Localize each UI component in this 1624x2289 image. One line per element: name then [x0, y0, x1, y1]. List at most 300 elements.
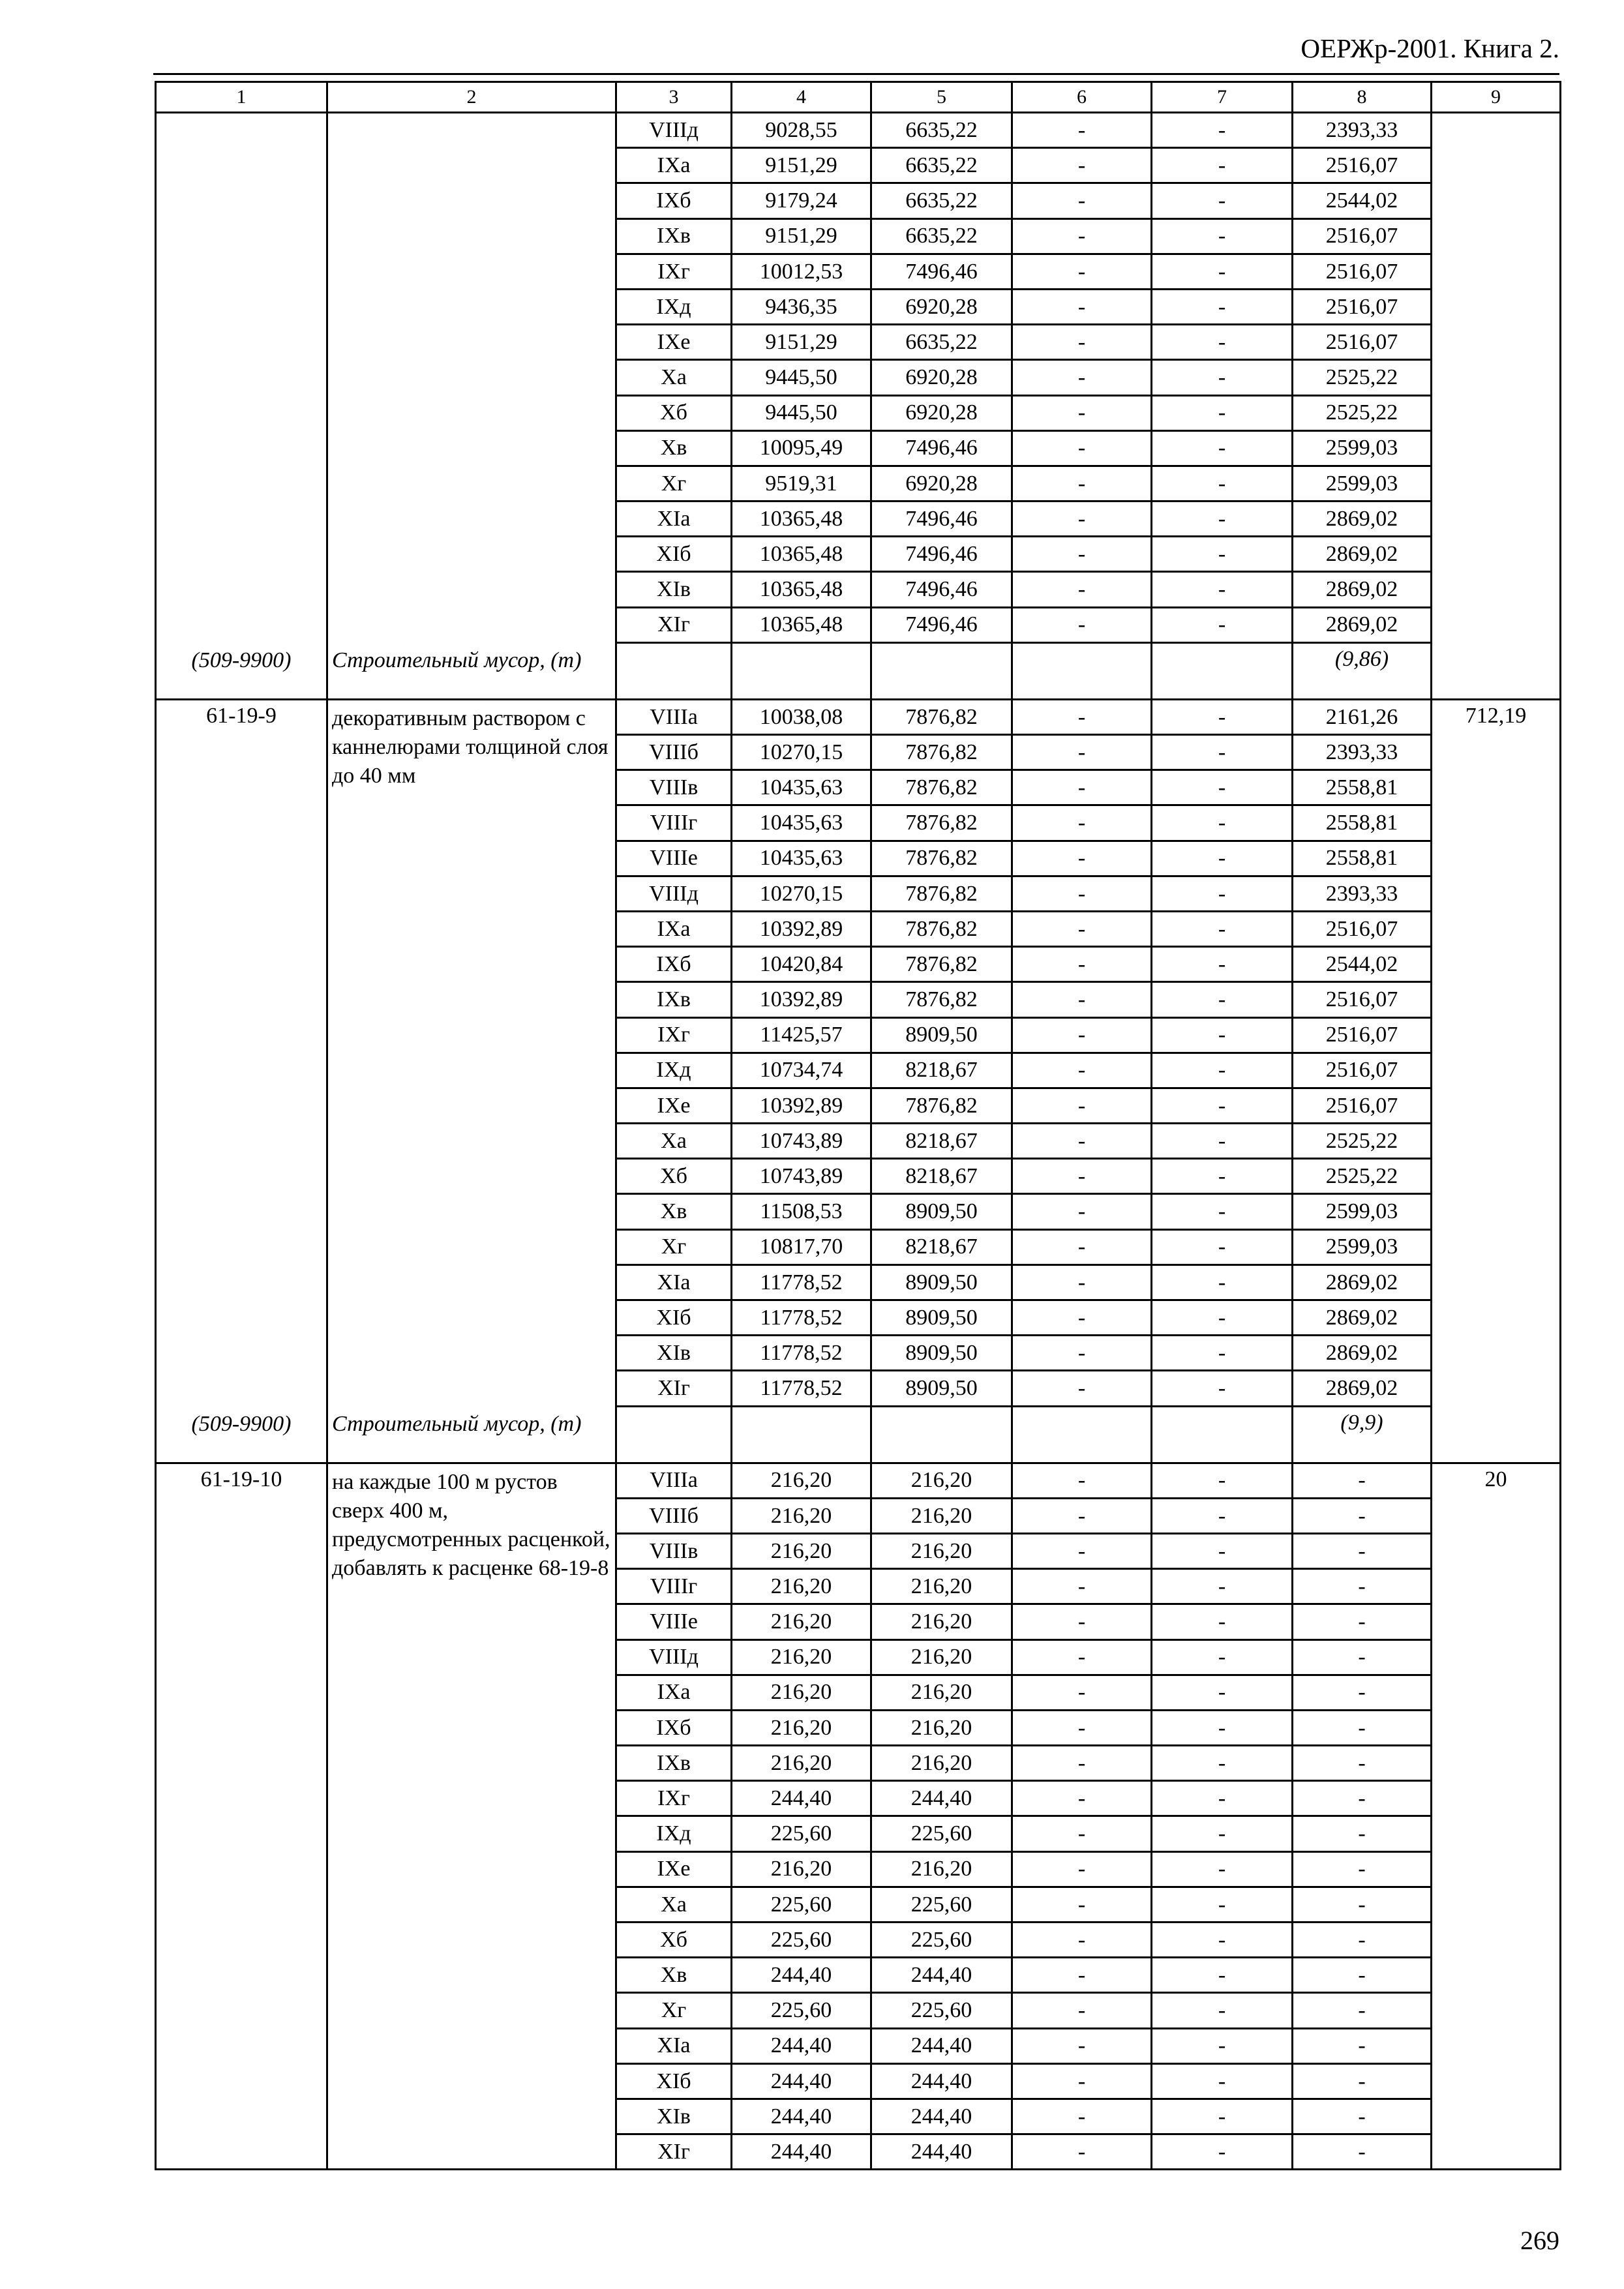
wages-cell: 8218,67	[871, 1159, 1012, 1194]
total-cost-cell: 10435,63	[732, 805, 871, 841]
machinist-wages-cell: -	[1152, 148, 1293, 183]
materials-cell: -	[1293, 1816, 1432, 1851]
norm-code-cell	[156, 699, 327, 1463]
wages-cell: 216,20	[871, 1569, 1012, 1604]
materials-cell: -	[1293, 1710, 1432, 1745]
wages-cell: 8909,50	[871, 1194, 1012, 1229]
machinist-wages-cell: -	[1152, 1993, 1293, 2028]
machinist-wages-cell: -	[1152, 395, 1293, 430]
total-cost-cell: 10734,74	[732, 1053, 871, 1088]
machines-cell: -	[1012, 1017, 1152, 1053]
column-number: 4	[732, 82, 871, 113]
norm-description-cell	[327, 699, 616, 1463]
machines-cell: -	[1012, 360, 1152, 395]
column-number: 8	[1293, 82, 1432, 113]
total-cost-cell: 216,20	[732, 1569, 871, 1604]
norm-description-cell	[327, 113, 616, 700]
machinist-wages-cell: -	[1152, 1088, 1293, 1123]
zone-cell: IXа	[616, 911, 732, 946]
machinist-wages-cell: -	[1152, 1498, 1293, 1533]
materials-cell: -	[1293, 1887, 1432, 1922]
machines-cell: -	[1012, 254, 1152, 289]
total-cost-cell: 10365,48	[732, 537, 871, 572]
machines-cell: -	[1012, 1371, 1152, 1406]
machines-cell: -	[1012, 1463, 1152, 1498]
wages-cell: 244,40	[871, 1781, 1012, 1816]
machines-cell: -	[1012, 1229, 1152, 1264]
wages-cell: 7496,46	[871, 607, 1012, 642]
machines-cell: -	[1012, 183, 1152, 218]
wages-cell: 8909,50	[871, 1371, 1012, 1406]
materials-cell: -	[1293, 2063, 1432, 2099]
wages-cell: 216,20	[871, 1498, 1012, 1533]
machines-cell: -	[1012, 501, 1152, 537]
machines-cell: -	[1012, 1887, 1152, 1922]
machinist-wages-cell: -	[1152, 1336, 1293, 1371]
zone-cell: XIа	[616, 1264, 732, 1300]
machines-cell: -	[1012, 1781, 1152, 1816]
column-number-row	[156, 82, 1561, 113]
table-row	[156, 1463, 1561, 1498]
zone-cell: XIб	[616, 1300, 732, 1336]
materials-cell: 2516,07	[1293, 1088, 1432, 1123]
column-number: 5	[871, 82, 1012, 113]
wages-cell: 7496,46	[871, 537, 1012, 572]
total-cost-cell: 10817,70	[732, 1229, 871, 1264]
machines-cell: -	[1012, 982, 1152, 1017]
zone-cell: IXд	[616, 289, 732, 324]
materials-cell: 2558,81	[1293, 805, 1432, 841]
zone-cell: XIг	[616, 607, 732, 642]
machinist-wages-cell: -	[1152, 982, 1293, 1017]
wages-cell: 7496,46	[871, 254, 1012, 289]
machines-cell: -	[1012, 148, 1152, 183]
total-cost-cell: 9445,50	[732, 360, 871, 395]
zone-cell: IXг	[616, 1781, 732, 1816]
wages-cell: 7496,46	[871, 572, 1012, 607]
wages-cell: 225,60	[871, 1887, 1012, 1922]
materials-cell: -	[1293, 1746, 1432, 1781]
zone-cell: Xг	[616, 1229, 732, 1264]
total-cost-cell: 225,60	[732, 1993, 871, 2028]
materials-cell: 2544,02	[1293, 183, 1432, 218]
machinist-wages-cell: -	[1152, 325, 1293, 360]
wages-cell: 7876,82	[871, 770, 1012, 805]
norm-code: 61-19-9	[206, 703, 277, 728]
wages-cell: 216,20	[871, 1639, 1012, 1675]
zone-cell: IXа	[616, 1675, 732, 1710]
machines-cell: -	[1012, 1816, 1152, 1851]
materials-cell: 2869,02	[1293, 537, 1432, 572]
wages-cell: 7876,82	[871, 805, 1012, 841]
machines-cell: -	[1012, 607, 1152, 642]
wages-cell: 6635,22	[871, 325, 1012, 360]
zone-cell: Xв	[616, 430, 732, 466]
machines-cell	[1012, 642, 1152, 699]
zone-cell: VIIIе	[616, 1604, 732, 1639]
total-cost-cell: 225,60	[732, 1816, 871, 1851]
materials-cell: -	[1293, 1639, 1432, 1675]
column-number: 9	[1432, 82, 1561, 113]
zone-cell: Xб	[616, 1922, 732, 1958]
labor-cost-cell: 712,19	[1432, 699, 1561, 1463]
machines-cell: -	[1012, 841, 1152, 876]
wages-cell: 225,60	[871, 1993, 1012, 2028]
machines-cell: -	[1012, 572, 1152, 607]
wages-cell: 8218,67	[871, 1124, 1012, 1159]
materials-cell: -	[1293, 1533, 1432, 1568]
zone-cell: IXв	[616, 982, 732, 1017]
total-cost-cell: 9028,55	[732, 113, 871, 148]
machinist-wages-cell: -	[1152, 1816, 1293, 1851]
zone-cell: IXд	[616, 1053, 732, 1088]
wages-cell: 6920,28	[871, 466, 1012, 501]
machinist-wages-cell: -	[1152, 1300, 1293, 1336]
machinist-wages-cell: -	[1152, 1017, 1293, 1053]
materials-cell: 2516,07	[1293, 1053, 1432, 1088]
machinist-wages-cell	[1152, 1406, 1293, 1463]
wages-cell: 216,20	[871, 1675, 1012, 1710]
machines-cell: -	[1012, 1124, 1152, 1159]
norms-table	[155, 81, 1561, 2170]
total-cost-cell: 216,20	[732, 1675, 871, 1710]
zone-cell: IXб	[616, 183, 732, 218]
wages-cell: 7876,82	[871, 911, 1012, 946]
total-cost-cell: 10420,84	[732, 947, 871, 982]
zone-cell: XIг	[616, 1371, 732, 1406]
zone-cell: VIIIв	[616, 1533, 732, 1568]
machinist-wages-cell: -	[1152, 1781, 1293, 1816]
machinist-wages-cell: -	[1152, 254, 1293, 289]
zone-cell: VIIIа	[616, 699, 732, 734]
zone-cell: VIIIа	[616, 1463, 732, 1498]
norm-description: на каждые 100 м рустов сверх 400 м, предусмотренных расценкой, добавлять к расценке 68-19-8	[332, 1469, 610, 1581]
machines-cell: -	[1012, 430, 1152, 466]
zone-cell: VIIIг	[616, 805, 732, 841]
column-number: 3	[616, 82, 732, 113]
machines-cell: -	[1012, 395, 1152, 430]
norm-description: декоративным раствором с каннелюрами толщиной слоя до 40 мм	[332, 706, 609, 788]
total-cost-cell: 9179,24	[732, 183, 871, 218]
machinist-wages-cell: -	[1152, 466, 1293, 501]
wages-cell: 8909,50	[871, 1336, 1012, 1371]
machinist-wages-cell: -	[1152, 2099, 1293, 2134]
zone-cell: Xг	[616, 1993, 732, 2028]
machinist-wages-cell: -	[1152, 2063, 1293, 2099]
materials-cell: 2525,22	[1293, 360, 1432, 395]
machinist-wages-cell: -	[1152, 1887, 1293, 1922]
total-cost-cell: 10435,63	[732, 841, 871, 876]
waste-name: Строительный мусор, (т)	[332, 648, 582, 672]
total-cost-cell: 216,20	[732, 1851, 871, 1887]
zone-cell	[616, 1406, 732, 1463]
wages-cell: 244,40	[871, 2063, 1012, 2099]
machinist-wages-cell: -	[1152, 2134, 1293, 2170]
materials-cell: 2516,07	[1293, 254, 1432, 289]
materials-cell: -	[1293, 1993, 1432, 2028]
zone-cell: VIIIд	[616, 1639, 732, 1675]
waste-quantity: (9,86)	[1293, 642, 1432, 699]
page-number: 269	[1520, 2226, 1559, 2255]
materials-cell: 2393,33	[1293, 735, 1432, 770]
zone-cell: VIIIб	[616, 1498, 732, 1533]
materials-cell: -	[1293, 1498, 1432, 1533]
total-cost-cell	[732, 642, 871, 699]
wages-cell	[871, 1406, 1012, 1463]
materials-cell: 2869,02	[1293, 1371, 1432, 1406]
zone-cell: VIIIе	[616, 841, 732, 876]
materials-cell: 2516,07	[1293, 1017, 1432, 1053]
total-cost-cell: 11778,52	[732, 1300, 871, 1336]
wages-cell: 216,20	[871, 1710, 1012, 1745]
wages-cell: 7496,46	[871, 430, 1012, 466]
zone-cell: VIIIв	[616, 770, 732, 805]
total-cost-cell: 244,40	[732, 2063, 871, 2099]
machines-cell: -	[1012, 1300, 1152, 1336]
machinist-wages-cell: -	[1152, 1958, 1293, 1993]
machines-cell: -	[1012, 1958, 1152, 1993]
materials-cell: 2525,22	[1293, 395, 1432, 430]
machinist-wages-cell: -	[1152, 947, 1293, 982]
machinist-wages-cell: -	[1152, 1639, 1293, 1675]
machinist-wages-cell: -	[1152, 2028, 1293, 2063]
materials-cell: 2516,07	[1293, 982, 1432, 1017]
machinist-wages-cell: -	[1152, 360, 1293, 395]
materials-cell: -	[1293, 1675, 1432, 1710]
materials-cell: 2161,26	[1293, 699, 1432, 734]
machinist-wages-cell: -	[1152, 805, 1293, 841]
zone-cell: IXе	[616, 1851, 732, 1887]
total-cost-cell: 11778,52	[732, 1336, 871, 1371]
zone-cell: Xа	[616, 360, 732, 395]
total-cost-cell: 9436,35	[732, 289, 871, 324]
machines-cell: -	[1012, 770, 1152, 805]
waste-code: (509-9900)	[191, 1411, 292, 1436]
machinist-wages-cell: -	[1152, 1922, 1293, 1958]
total-cost-cell: 244,40	[732, 2028, 871, 2063]
machinist-wages-cell: -	[1152, 1124, 1293, 1159]
machinist-wages-cell: -	[1152, 1053, 1293, 1088]
total-cost-cell: 216,20	[732, 1639, 871, 1675]
wages-cell: 216,20	[871, 1533, 1012, 1568]
wages-cell: 216,20	[871, 1463, 1012, 1498]
machines-cell: -	[1012, 735, 1152, 770]
zone-cell: IXг	[616, 1017, 732, 1053]
materials-cell: -	[1293, 1851, 1432, 1887]
total-cost-cell: 10392,89	[732, 1088, 871, 1123]
wages-cell: 7876,82	[871, 699, 1012, 734]
machinist-wages-cell: -	[1152, 1604, 1293, 1639]
machines-cell: -	[1012, 699, 1152, 734]
machines-cell: -	[1012, 1533, 1152, 1568]
labor-cost-cell	[1432, 113, 1561, 700]
zone-cell: IXе	[616, 1088, 732, 1123]
machines-cell: -	[1012, 876, 1152, 911]
norm-description-cell	[327, 1463, 616, 2170]
norm-code: 61-19-10	[200, 1467, 282, 1491]
materials-cell: -	[1293, 2134, 1432, 2170]
wages-cell: 6920,28	[871, 395, 1012, 430]
column-number: 7	[1152, 82, 1293, 113]
zone-cell: VIIIд	[616, 113, 732, 148]
total-cost-cell: 10365,48	[732, 572, 871, 607]
total-cost-cell: 9151,29	[732, 325, 871, 360]
materials-cell: -	[1293, 1781, 1432, 1816]
zone-cell: Xг	[616, 466, 732, 501]
column-number: 2	[327, 82, 616, 113]
materials-cell: 2599,03	[1293, 1194, 1432, 1229]
machines-cell: -	[1012, 1746, 1152, 1781]
machines-cell: -	[1012, 1993, 1152, 2028]
materials-cell: 2869,02	[1293, 1336, 1432, 1371]
total-cost-cell: 225,60	[732, 1922, 871, 1958]
wages-cell: 7876,82	[871, 947, 1012, 982]
machines-cell: -	[1012, 2134, 1152, 2170]
wages-cell: 244,40	[871, 1958, 1012, 1993]
machinist-wages-cell: -	[1152, 1746, 1293, 1781]
column-number: 1	[156, 82, 327, 113]
total-cost-cell: 10392,89	[732, 982, 871, 1017]
materials-cell: 2558,81	[1293, 841, 1432, 876]
machinist-wages-cell: -	[1152, 770, 1293, 805]
zone-cell: XIб	[616, 537, 732, 572]
wages-cell: 216,20	[871, 1604, 1012, 1639]
wages-cell: 244,40	[871, 2099, 1012, 2134]
machines-cell: -	[1012, 289, 1152, 324]
machinist-wages-cell: -	[1152, 113, 1293, 148]
machinist-wages-cell: -	[1152, 1371, 1293, 1406]
total-cost-cell: 244,40	[732, 1781, 871, 1816]
machines-cell: -	[1012, 1922, 1152, 1958]
machines-cell: -	[1012, 1710, 1152, 1745]
total-cost-cell: 11508,53	[732, 1194, 871, 1229]
zone-cell: XIб	[616, 2063, 732, 2099]
zone-cell: Xа	[616, 1887, 732, 1922]
machinist-wages-cell: -	[1152, 1710, 1293, 1745]
total-cost-cell: 10365,48	[732, 501, 871, 537]
materials-cell: 2599,03	[1293, 1229, 1432, 1264]
materials-cell: 2869,02	[1293, 501, 1432, 537]
machinist-wages-cell: -	[1152, 1229, 1293, 1264]
machines-cell: -	[1012, 218, 1152, 254]
wages-cell: 6635,22	[871, 113, 1012, 148]
total-cost-cell: 9151,29	[732, 218, 871, 254]
machines-cell: -	[1012, 1604, 1152, 1639]
total-cost-cell: 10365,48	[732, 607, 871, 642]
total-cost-cell: 10012,53	[732, 254, 871, 289]
wages-cell: 8218,67	[871, 1053, 1012, 1088]
materials-cell: -	[1293, 1922, 1432, 1958]
machines-cell: -	[1012, 1336, 1152, 1371]
machines-cell: -	[1012, 2099, 1152, 2134]
total-cost-cell: 10392,89	[732, 911, 871, 946]
materials-cell: 2544,02	[1293, 947, 1432, 982]
wages-cell: 7876,82	[871, 876, 1012, 911]
wages-cell: 244,40	[871, 2134, 1012, 2170]
machinist-wages-cell: -	[1152, 1159, 1293, 1194]
waste-quantity: (9,9)	[1293, 1406, 1432, 1463]
machines-cell: -	[1012, 1498, 1152, 1533]
total-cost-cell: 216,20	[732, 1746, 871, 1781]
machinist-wages-cell: -	[1152, 1264, 1293, 1300]
table-row	[156, 113, 1561, 148]
total-cost-cell: 244,40	[732, 2099, 871, 2134]
materials-cell: -	[1293, 1604, 1432, 1639]
materials-cell: 2869,02	[1293, 572, 1432, 607]
total-cost-cell: 216,20	[732, 1463, 871, 1498]
zone-cell: Xб	[616, 1159, 732, 1194]
total-cost-cell: 9445,50	[732, 395, 871, 430]
machines-cell: -	[1012, 1851, 1152, 1887]
wages-cell: 7876,82	[871, 1088, 1012, 1123]
materials-cell: 2516,07	[1293, 325, 1432, 360]
total-cost-cell: 216,20	[732, 1533, 871, 1568]
machinist-wages-cell: -	[1152, 537, 1293, 572]
wages-cell	[871, 642, 1012, 699]
machines-cell: -	[1012, 537, 1152, 572]
machinist-wages-cell: -	[1152, 1533, 1293, 1568]
wages-cell: 7496,46	[871, 501, 1012, 537]
materials-cell: 2516,07	[1293, 218, 1432, 254]
materials-cell: 2525,22	[1293, 1124, 1432, 1159]
zone-cell: XIг	[616, 2134, 732, 2170]
materials-cell: -	[1293, 1958, 1432, 1993]
total-cost-cell: 244,40	[732, 1958, 871, 1993]
zone-cell: IXв	[616, 218, 732, 254]
machinist-wages-cell: -	[1152, 911, 1293, 946]
machines-cell: -	[1012, 1675, 1152, 1710]
machines-cell: -	[1012, 947, 1152, 982]
machinist-wages-cell: -	[1152, 218, 1293, 254]
materials-cell: 2516,07	[1293, 289, 1432, 324]
wages-cell: 244,40	[871, 2028, 1012, 2063]
machinist-wages-cell: -	[1152, 735, 1293, 770]
zone-cell: XIв	[616, 572, 732, 607]
waste-code: (509-9900)	[191, 648, 292, 672]
wages-cell: 7876,82	[871, 982, 1012, 1017]
wages-cell: 8909,50	[871, 1300, 1012, 1336]
machines-cell: -	[1012, 1088, 1152, 1123]
waste-name: Строительный мусор, (т)	[332, 1411, 582, 1436]
wages-cell: 8218,67	[871, 1229, 1012, 1264]
zone-cell: Xб	[616, 395, 732, 430]
materials-cell: 2525,22	[1293, 1159, 1432, 1194]
total-cost-cell: 11778,52	[732, 1371, 871, 1406]
zone-cell: IXб	[616, 1710, 732, 1745]
machinist-wages-cell: -	[1152, 1675, 1293, 1710]
wages-cell: 225,60	[871, 1922, 1012, 1958]
machines-cell: -	[1012, 1264, 1152, 1300]
materials-cell: 2599,03	[1293, 430, 1432, 466]
total-cost-cell: 9151,29	[732, 148, 871, 183]
zone-cell: VIIIб	[616, 735, 732, 770]
wages-cell: 8909,50	[871, 1017, 1012, 1053]
machines-cell: -	[1012, 1194, 1152, 1229]
zone-cell: Xв	[616, 1194, 732, 1229]
zone-cell	[616, 642, 732, 699]
machinist-wages-cell: -	[1152, 607, 1293, 642]
materials-cell: -	[1293, 1463, 1432, 1498]
machinist-wages-cell: -	[1152, 1463, 1293, 1498]
materials-cell: 2869,02	[1293, 607, 1432, 642]
materials-cell: 2599,03	[1293, 466, 1432, 501]
wages-cell: 216,20	[871, 1851, 1012, 1887]
machines-cell: -	[1012, 1639, 1152, 1675]
zone-cell: XIа	[616, 501, 732, 537]
total-cost-cell: 10095,49	[732, 430, 871, 466]
machinist-wages-cell: -	[1152, 699, 1293, 734]
materials-cell: -	[1293, 1569, 1432, 1604]
